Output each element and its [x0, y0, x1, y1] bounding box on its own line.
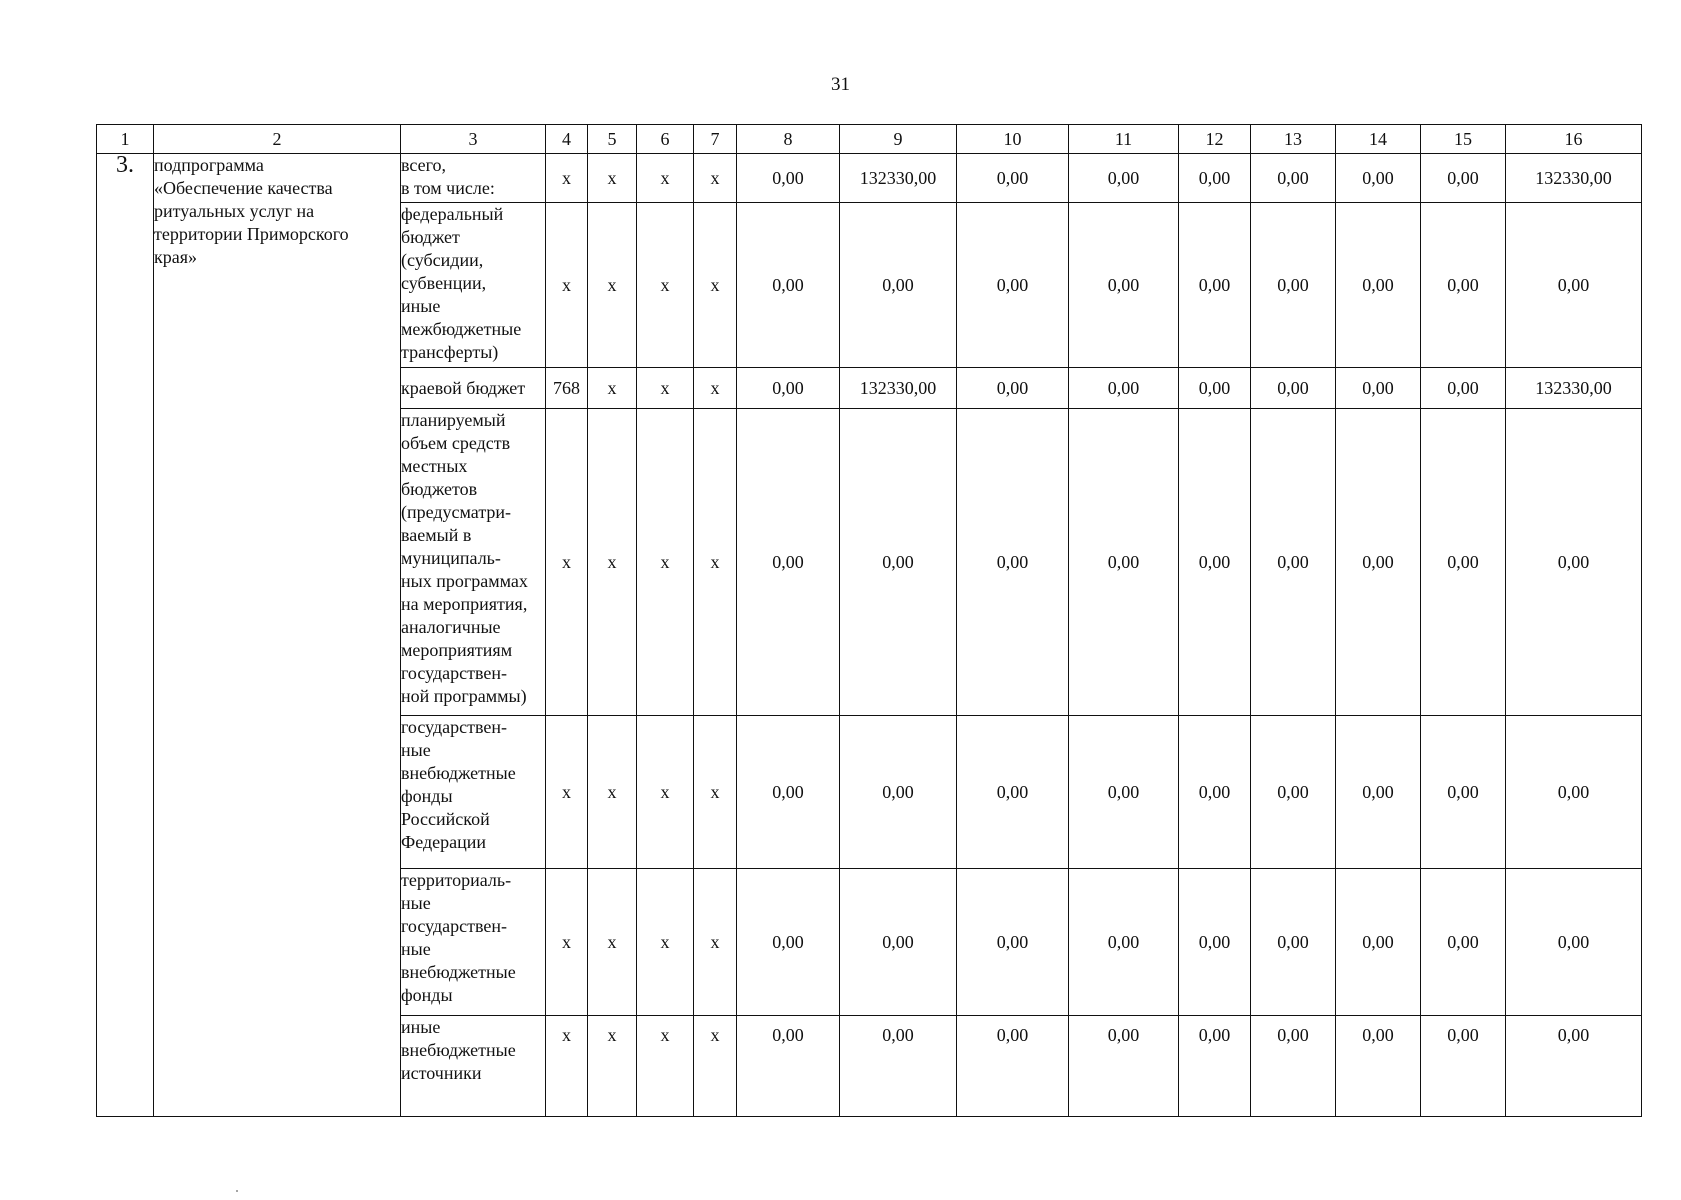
value-cell: 0,00 [1069, 154, 1179, 203]
code-cell: x [694, 409, 737, 716]
header-row [97, 125, 1642, 154]
value-cell: 132330,00 [1506, 368, 1642, 409]
item-number: 3. [97, 154, 154, 1117]
value-cell: 0,00 [1069, 409, 1179, 716]
column-header: 7 [694, 125, 737, 154]
code-cell: x [637, 716, 694, 869]
value-cell: 0,00 [1336, 154, 1421, 203]
column-header: 15 [1421, 125, 1506, 154]
value-cell: 0,00 [840, 1016, 957, 1117]
column-header: 8 [737, 125, 840, 154]
value-cell: 132330,00 [840, 368, 957, 409]
value-cell: 0,00 [737, 203, 840, 368]
funding-source: краевой бюджет [401, 368, 546, 409]
value-cell: 0,00 [1179, 409, 1251, 716]
column-header: 13 [1251, 125, 1336, 154]
item-name: подпрограмма «Обеспечение качества ритуальных услуг на территории Приморского края» [154, 154, 401, 1117]
code-cell: x [588, 869, 637, 1016]
code-cell: x [546, 869, 588, 1016]
value-cell: 132330,00 [840, 154, 957, 203]
code-cell: x [694, 368, 737, 409]
code-cell: x [694, 869, 737, 1016]
value-cell: 0,00 [1179, 203, 1251, 368]
value-cell: 0,00 [1179, 869, 1251, 1016]
value-cell: 0,00 [1421, 154, 1506, 203]
code-cell: x [694, 154, 737, 203]
value-cell: 0,00 [840, 409, 957, 716]
value-cell: 0,00 [1179, 1016, 1251, 1117]
value-cell: 0,00 [1506, 1016, 1642, 1117]
code-cell: x [694, 716, 737, 869]
funding-source: всего, в том числе: [401, 154, 546, 203]
code-cell: x [588, 716, 637, 869]
code-cell: x [546, 203, 588, 368]
column-header: 5 [588, 125, 637, 154]
code-cell: x [637, 409, 694, 716]
value-cell: 0,00 [1069, 368, 1179, 409]
value-cell: 0,00 [1336, 1016, 1421, 1117]
value-cell: 0,00 [1421, 409, 1506, 716]
column-header: 3 [401, 125, 546, 154]
code-cell: x [588, 368, 637, 409]
code-cell: x [637, 154, 694, 203]
value-cell: 0,00 [1251, 869, 1336, 1016]
value-cell: 0,00 [1179, 154, 1251, 203]
code-cell: x [637, 1016, 694, 1117]
column-header: 4 [546, 125, 588, 154]
code-cell: x [588, 409, 637, 716]
value-cell: 0,00 [840, 869, 957, 1016]
value-cell: 0,00 [1506, 203, 1642, 368]
funding-source: планируемый объем средств местных бюджетов (предусматри- ваемый в муниципаль- ных программах на мероприятия, аналогичные мероприятиям государствен- ной программы) [401, 409, 546, 716]
funding-source: федеральный бюджет (субсидии, субвенции, иные межбюджетные трансферты) [401, 203, 546, 368]
funding-source: государствен- ные внебюджетные фонды Российской Федерации [401, 716, 546, 869]
value-cell: 0,00 [1251, 409, 1336, 716]
value-cell: 0,00 [1251, 1016, 1336, 1117]
value-cell: 0,00 [957, 203, 1069, 368]
value-cell: 0,00 [1069, 869, 1179, 1016]
value-cell: 0,00 [1506, 409, 1642, 716]
value-cell: 0,00 [1421, 1016, 1506, 1117]
value-cell: 0,00 [1069, 203, 1179, 368]
code-cell: x [637, 869, 694, 1016]
value-cell: 0,00 [1421, 368, 1506, 409]
value-cell: 0,00 [1336, 203, 1421, 368]
column-header: 6 [637, 125, 694, 154]
code-cell: x [694, 1016, 737, 1117]
column-header: 16 [1506, 125, 1642, 154]
budget-table [96, 124, 1642, 1117]
code-cell: 768 [546, 368, 588, 409]
value-cell: 0,00 [1179, 368, 1251, 409]
value-cell: 0,00 [737, 869, 840, 1016]
value-cell: 0,00 [1506, 869, 1642, 1016]
value-cell: 0,00 [1069, 716, 1179, 869]
column-header: 10 [957, 125, 1069, 154]
value-cell: 0,00 [957, 869, 1069, 1016]
column-header: 1 [97, 125, 154, 154]
value-cell: 0,00 [1421, 716, 1506, 869]
value-cell: 0,00 [737, 716, 840, 869]
page-number: 31 [831, 74, 850, 95]
value-cell: 0,00 [1336, 869, 1421, 1016]
value-cell: 0,00 [1336, 409, 1421, 716]
code-cell: x [546, 1016, 588, 1117]
value-cell: 0,00 [957, 716, 1069, 869]
value-cell: 0,00 [1179, 716, 1251, 869]
value-cell: 0,00 [737, 409, 840, 716]
code-cell: x [546, 409, 588, 716]
column-header: 12 [1179, 125, 1251, 154]
code-cell: x [546, 716, 588, 869]
value-cell: 0,00 [1336, 716, 1421, 869]
value-cell: 0,00 [1251, 154, 1336, 203]
code-cell: x [694, 203, 737, 368]
value-cell: 0,00 [957, 154, 1069, 203]
funding-source: территориаль- ные государствен- ные внебюджетные фонды [401, 869, 546, 1016]
code-cell: x [637, 368, 694, 409]
value-cell: 0,00 [957, 368, 1069, 409]
value-cell: 0,00 [737, 1016, 840, 1117]
value-cell: 0,00 [1251, 203, 1336, 368]
value-cell: 0,00 [1421, 869, 1506, 1016]
value-cell: 0,00 [737, 154, 840, 203]
scan-speck [236, 1190, 238, 1192]
code-cell: x [588, 203, 637, 368]
code-cell: x [588, 154, 637, 203]
value-cell: 0,00 [1251, 716, 1336, 869]
value-cell: 0,00 [1336, 368, 1421, 409]
value-cell: 0,00 [1506, 716, 1642, 869]
column-header: 11 [1069, 125, 1179, 154]
column-header: 9 [840, 125, 957, 154]
table-row-total [97, 154, 1642, 203]
value-cell: 132330,00 [1506, 154, 1642, 203]
value-cell: 0,00 [957, 1016, 1069, 1117]
value-cell: 0,00 [840, 716, 957, 869]
value-cell: 0,00 [957, 409, 1069, 716]
funding-source: иные внебюджетные источники [401, 1016, 546, 1117]
code-cell: x [546, 154, 588, 203]
column-header: 2 [154, 125, 401, 154]
value-cell: 0,00 [737, 368, 840, 409]
code-cell: x [588, 1016, 637, 1117]
value-cell: 0,00 [1069, 1016, 1179, 1117]
value-cell: 0,00 [1251, 368, 1336, 409]
column-header: 14 [1336, 125, 1421, 154]
value-cell: 0,00 [840, 203, 957, 368]
code-cell: x [637, 203, 694, 368]
value-cell: 0,00 [1421, 203, 1506, 368]
